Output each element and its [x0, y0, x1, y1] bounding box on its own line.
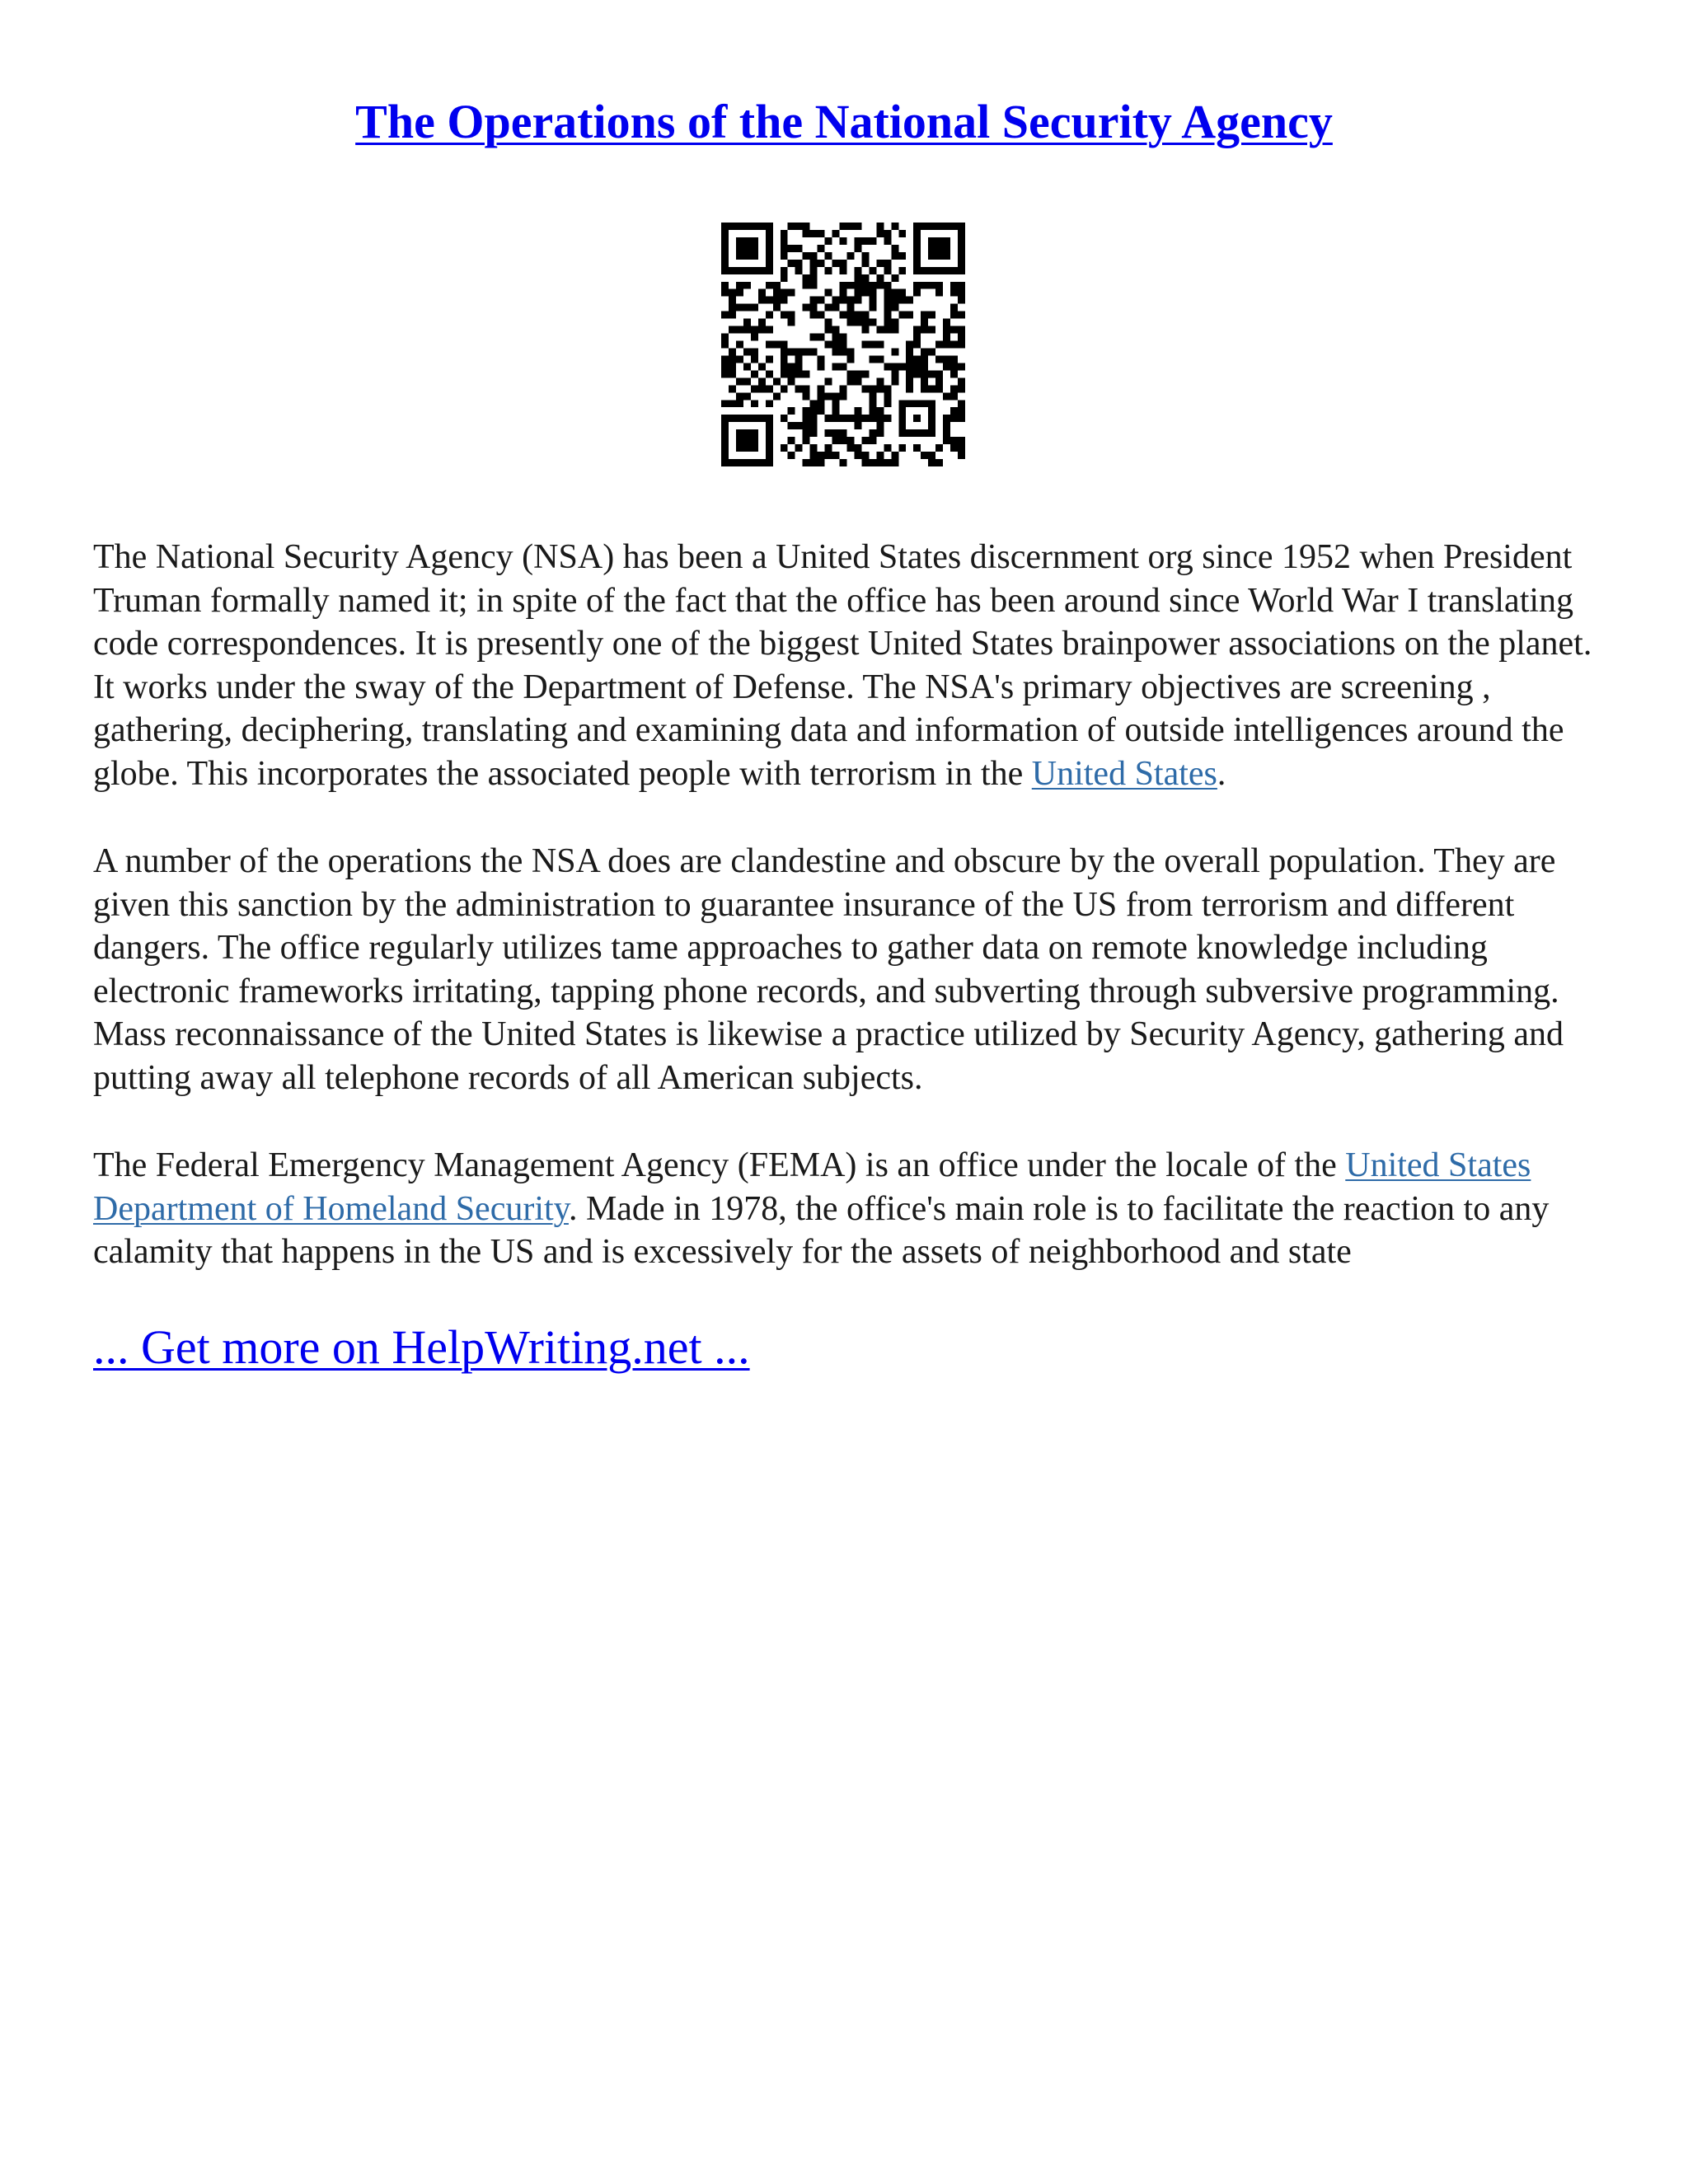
paragraph-nsa-operations [93, 840, 1593, 1099]
paragraph-nsa-overview [93, 536, 1593, 795]
paragraph-text: The Federal Emergency Management Agency (FEMA) is an office under the locale of the [93, 1146, 1346, 1184]
paragraph-text: . [1217, 754, 1226, 793]
qr-code-icon [721, 223, 965, 466]
paragraph-text: . Made in 1978, the office's main role is to facilitate the reaction to any calamity that happens in the US and is excessively for the assets of neighborhood and state [93, 1189, 1550, 1271]
paragraph-text: The National Security Agency (NSA) has been a United States discernment org since 1952 when President Truman formally named it; in spite of the fact that the office has been around since World War I translating code correspondences. It is presently one of the biggest United States brainpower associations on the planet. It works under the sway of the Department of Defense. The NSA's primary objectives are screening , gathering, deciphering, translating and examining data and information of outside intelligences around the globe. This incorporates the associated people with terrorism in the [93, 538, 1592, 793]
qr-code-graphic [721, 223, 965, 466]
paragraph-text: A number of the operations the NSA does are clandestine and obscure by the overall population. They are given this sanction by the administration to guarantee insurance of the US from terrorism and different dangers. The office regularly utilizes tame approaches to gather data on remote knowledge including electronic frameworks irritating, tapping phone records, and subverting through subversive programming. Mass reconnaissance of the United States is likewise a practice utilized by Security Agency, gathering and putting away all telephone records of all American subjects. [93, 842, 1564, 1097]
document-title [0, 89, 1688, 155]
united-states-link[interactable]: United States [1031, 754, 1217, 793]
paragraph-fema [93, 1144, 1593, 1274]
get-more-container [93, 1319, 1593, 1376]
document-body [93, 536, 1593, 1376]
get-more-link[interactable]: ... Get more on HelpWriting.net ... [93, 1319, 750, 1374]
homeland-security-link[interactable]: United States Department of Homeland Security [93, 1146, 1531, 1228]
title-link[interactable]: The Operations of the National Security Agency [355, 95, 1333, 148]
